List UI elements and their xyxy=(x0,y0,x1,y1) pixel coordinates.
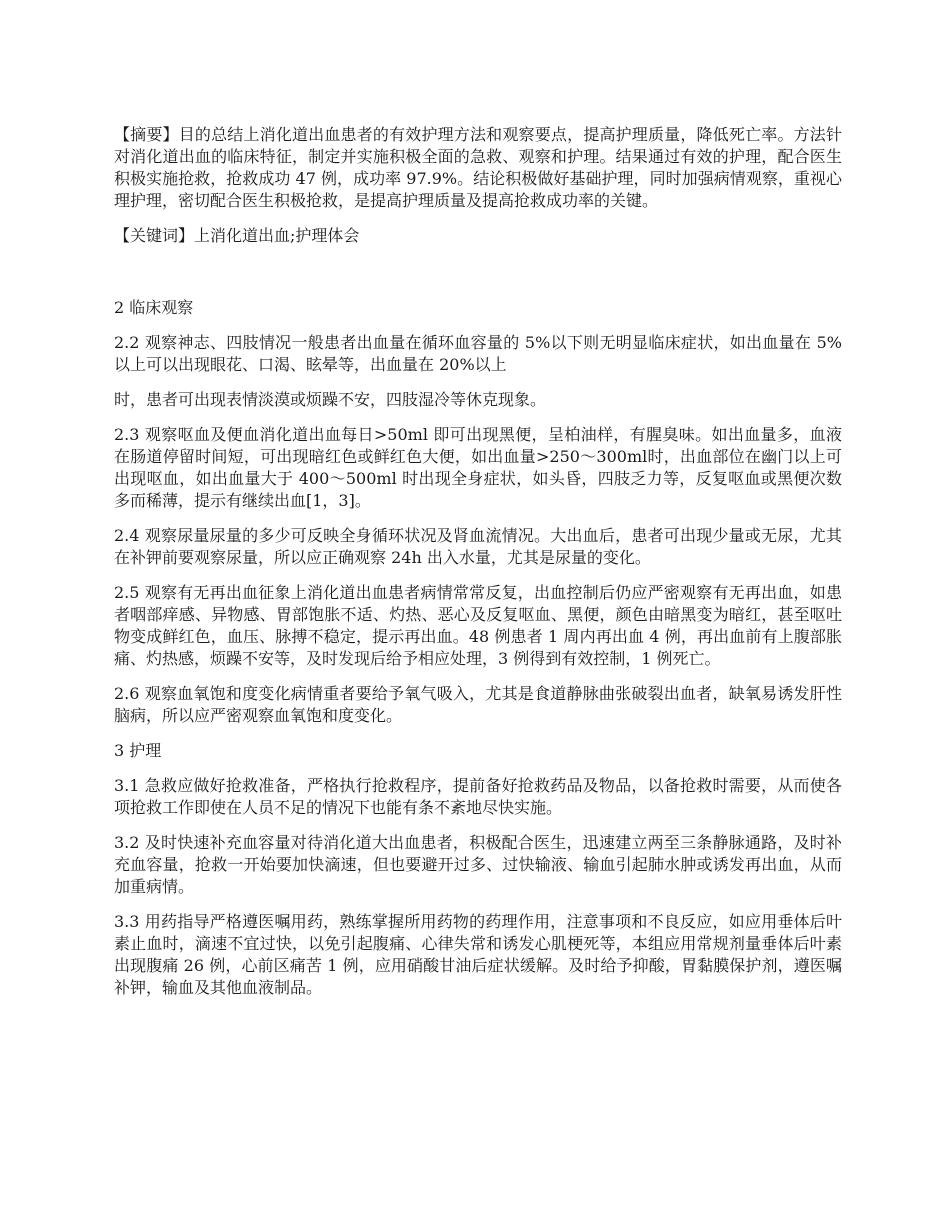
document-page xyxy=(114,124,842,1012)
section-2-5-paragraph: 2.5 观察有无再出血征象上消化道出血患者病情常常反复，出血控制后仍应严密观察有无再出血，如患者咽部痒感、异物感、胃部饱胀不适、灼热、恶心及反复呕血、黑便，颜色由暗黑变为暗红，甚至呕吐物变成鲜红色，血压、脉搏不稳定，提示再出血。48 例患者 1 周内再出血 4 例，再出血前有上腹部胀痛、灼热感，烦躁不安等，及时发现后给予相应处理，3 例得到有效控制，1 例死亡。 xyxy=(114,583,842,668)
section-3-heading: 3 护理 xyxy=(114,741,162,760)
section-2-4-paragraph: 2.4 观察尿量尿量的多少可反映全身循环状况及肾血流情况。大出血后，患者可出现少量或无尿，尤其在补钾前要观察尿量，所以应正确观察 24h 出入水量，尤其是尿量的变化。 xyxy=(114,526,842,567)
section-2-heading: 2 临床观察 xyxy=(114,298,194,317)
abstract-paragraph: 【摘要】目的总结上消化道出血患者的有效护理方法和观察要点，提高护理质量，降低死亡率。方法针对消化道出血的临床特征，制定并实施积极全面的急救、观察和护理。结果通过有效的护理，配合医生积极实施抢救，抢救成功 47 例，成功率 97.9%。结论积极做好基础护理，同时加强病情观察，重视心理护理，密切配合医生积极抢救，是提高护理质量及提高抢救成功率的关键。 xyxy=(114,125,842,210)
section-3-1-paragraph: 3.1 急救应做好抢救准备，严格执行抢救程序，提前备好抢救药品及物品，以备抢救时需要，从而使各项抢救工作即使在人员不足的情况下也能有条不紊地尽快实施。 xyxy=(114,776,842,817)
keywords-paragraph: 【关键词】上消化道出血;护理体会 xyxy=(114,226,360,245)
section-3-2-paragraph: 3.2 及时快速补充血容量对待消化道大出血患者，积极配合医生，迅速建立两至三条静脉通路，及时补充血容量，抢救一开始要加快滴速，但也要避开过多、过快输液、输血引起肺水肿或诱发再出血，从而加重病情。 xyxy=(114,833,842,896)
section-2-3-paragraph: 2.3 观察呕血及便血消化道出血每日>50ml 即可出现黑便，呈柏油样，有腥臭味。如出血量多，血液在肠道停留时间短，可出现暗红色或鲜红色大便，如出血量>250～300ml时，出血部位在幽门以上可出现呕血，如出血量大于 400～500ml 时出现全身症状，如头昏，四肢乏力等，反复呕血或黑便次数多而稀薄，提示有继续出血[1，3]。 xyxy=(114,425,842,510)
section-2-2-paragraph-part2: 时，患者可出现表情淡漠或烦躁不安，四肢湿冷等休克现象。 xyxy=(114,390,547,409)
section-3-3-paragraph: 3.3 用药指导严格遵医嘱用药，熟练掌握所用药物的药理作用，注意事项和不良反应，如应用垂体后叶素止血时，滴速不宜过快，以免引起腹痛、心律失常和诱发心肌梗死等，本组应用常规剂量垂体后叶素出现腹痛 26 例，心前区痛苦 1 例，应用硝酸甘油后症状缓解。及时给予抑酸，胃黏膜保护剂，遵医嘱补钾，输血及其他血液制品。 xyxy=(114,912,842,997)
section-2-2-paragraph-part1: 2.2 观察神志、四肢情况一般患者出血量在循环血容量的 5%以下则无明显临床症状，如出血量在 5%以上可以出现眼花、口渴、眩晕等，出血量在 20%以上 xyxy=(114,333,842,374)
section-2-6-paragraph: 2.6 观察血氧饱和度变化病情重者要给予氧气吸入，尤其是食道静脉曲张破裂出血者，缺氧易诱发肝性脑病，所以应严密观察血氧饱和度变化。 xyxy=(114,684,842,725)
